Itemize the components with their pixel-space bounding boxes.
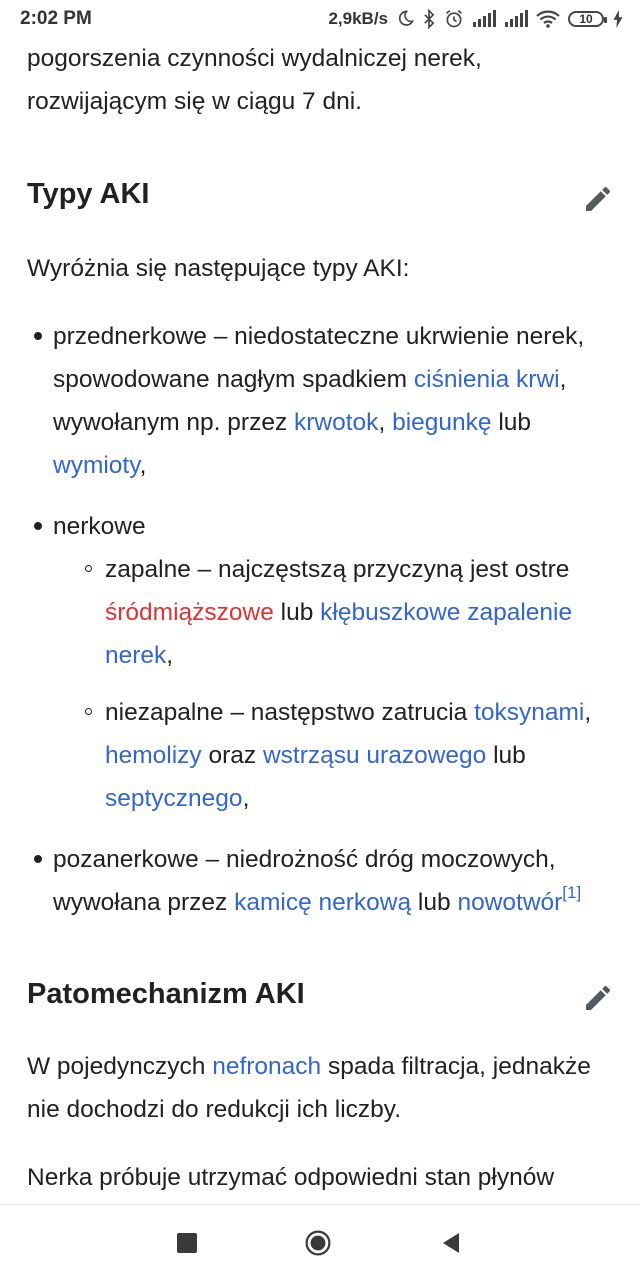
types-list [0,315,640,942]
text: , wywołanym np. przez [53,366,567,436]
text: oraz [201,742,263,769]
link-wstrzasu-urazowego[interactable]: wstrząsu urazowego [262,742,487,769]
battery-icon [568,11,604,27]
link-nefronach[interactable]: nefronach [212,1053,322,1080]
home-icon [304,1227,332,1259]
link-hemolizy[interactable]: hemolizy [105,742,202,769]
link-biegunke[interactable]: biegunkę [392,409,492,436]
text: pozanerkowe – niedrożność dróg moczowych, wywołana przez [53,846,556,916]
list-item-postrenal [0,838,640,924]
edit-section-button[interactable] [580,181,616,217]
intro-paragraph-tail [27,38,617,123]
text: , [378,409,393,436]
link-klebuszkowe-zapalenie-nerek[interactable]: kłębuszkowe zapalenie nerek [105,599,573,669]
wifi-icon [536,10,560,28]
link-nowotwor[interactable]: nowotwór [457,889,563,916]
recent-apps-icon [176,1232,198,1254]
renal-sublist [53,548,616,820]
link-wymioty[interactable]: wymioty [53,452,140,479]
text: lub [411,889,458,916]
section-heading-patomechanizm: Patomechanizm AKI [27,978,305,1010]
pencil-icon [582,982,614,1014]
text: przednerkowe – niedostateczne ukrwienie nerek, spowodowane nagłym spadkiem [53,323,585,393]
link-krwotok[interactable]: krwotok [294,409,379,436]
network-speed: 2,9kB/s [328,9,388,28]
status-time: 2:02 PM [20,8,92,29]
status-bar [0,0,640,38]
section2-paragraph-1 [27,1045,617,1131]
text: spada filtracja, jednakże nie dochodzi do redukcji ich liczby. [27,1053,591,1123]
link-septycznego[interactable]: septycznego [105,785,243,812]
pencil-icon [582,183,614,215]
charging-icon [612,10,624,28]
intro-line-2: rozwijającym się w ciągu 7 dni. [27,88,362,115]
bluetooth-icon [422,9,436,29]
renal-label: nerkowe [53,513,146,540]
text: , [242,785,250,812]
section2-paragraph-2: Nerka próbuje utrzymać odpowiedni stan płynów [27,1164,555,1191]
moon-icon [396,10,414,28]
link-cisnienia-krwi[interactable]: ciśnienia krwi [413,366,560,393]
status-icons [328,9,624,29]
link-kamice-nerkowa[interactable]: kamicę nerkową [234,889,412,916]
text: zapalne – najczęstszą przyczyną jest ostre [105,556,570,583]
text: niezapalne – następstwo zatrucia [105,699,475,726]
text: W pojedynczych [27,1053,213,1080]
back-button[interactable] [437,1229,465,1257]
system-navigation-bar [0,1204,640,1281]
text: lub [273,599,321,626]
reference-1[interactable]: [1] [562,882,582,902]
battery-level: 10 [579,12,593,26]
link-srodmiazszowe[interactable]: śródmiąższowe [105,599,274,626]
link-toksynami[interactable]: toksynami [474,699,585,726]
text: lub [486,742,526,769]
sublist-item-inflammatory [53,548,616,677]
alarm-icon [444,9,464,29]
home-button[interactable] [304,1229,332,1257]
signal-icon [472,10,496,28]
list-item-prerenal [0,315,640,487]
sublist-item-noninflammatory [53,691,616,820]
list-item-renal [0,505,640,820]
recent-apps-button[interactable] [173,1229,201,1257]
back-icon [439,1231,463,1255]
intro-line-1: pogorszenia czynności wydalniczej nerek, [27,45,482,72]
text: , [139,452,147,479]
signal-r-icon [504,10,528,28]
article-content [0,38,640,1204]
edit-section-button[interactable] [580,980,616,1016]
section-heading-typy-aki: Typy AKI [27,178,150,210]
section1-intro: Wyróżnia się następujące typy AKI: [27,255,410,282]
text: , [584,699,592,726]
text: , [166,642,174,669]
text: lub [491,409,532,436]
